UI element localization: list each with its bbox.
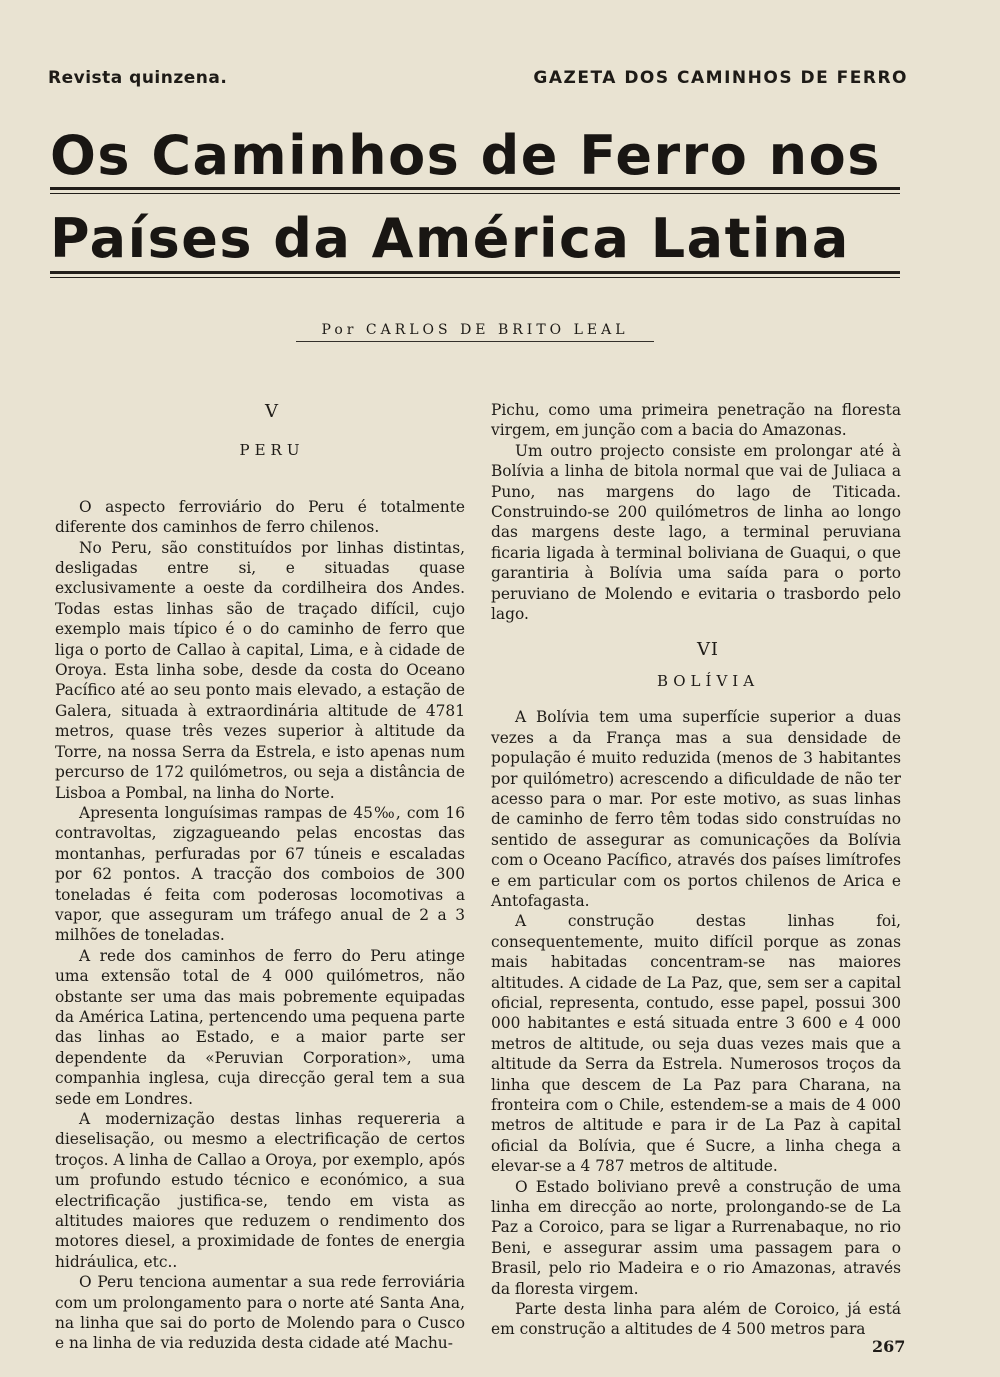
title-rule-thick <box>50 187 900 190</box>
title-rule-thin <box>50 193 900 194</box>
text-column-left <box>55 400 465 1354</box>
section-title: BOLÍVIA <box>656 671 760 690</box>
header-publication-name: GAZETA DOS CAMINHOS DE FERRO <box>533 68 908 88</box>
title-rule-thick <box>50 271 900 274</box>
paragraph: O Estado boliviano prevê a construção de uma linha em direcção ao norte, prolongando-se de La Paz a Coroico, para se ligar a Rurrenabaque, no rio Beni, e assegurar assim uma passagem para o Brasil, pelo rio Madeira e o rio Amazonas, através da floresta virgem. <box>491 1177 901 1298</box>
running-header <box>48 62 908 88</box>
article-title-line-2: Países da América Latina <box>50 207 850 270</box>
author-byline: Por CARLOS DE BRITO LEAL <box>296 322 654 342</box>
paragraph: A rede dos caminhos de ferro do Peru atinge uma extensão total de 4 000 quilómetros, não obstante ser uma das mais pobremente equipadas da América Latina, pertencendo uma pequena parte das linhas ao Estado, e a maior parte ser dependente da «Peruvian Corporation», uma companhia inglesa, cuja direcção geral tem a sua sede em Londres. <box>55 946 465 1108</box>
paragraph: O aspecto ferroviário do Peru é totalmente diferente dos caminhos de ferro chilenos. <box>55 497 465 537</box>
paragraph: A modernização destas linhas requereria a dieselisação, ou mesmo a electrificação de certos troços. A linha de Callao a Oroya, por exemplo, após um profundo estudo técnico e económico, a sua electrificação justifica-se, tendo em vista as altitudes maiores que reduzem o rendimento dos motores diesel, a proximidade de fontes de energia hidráulica, etc.. <box>55 1110 465 1271</box>
paragraph: Parte desta linha para além de Coroico, já está em construção a altitudes de 4 500 metros para <box>491 1300 901 1339</box>
page-number: 267 <box>872 1337 906 1356</box>
text-column-right <box>491 400 901 1340</box>
paragraph: No Peru, são constituídos por linhas distintas, desligadas entre si, e situadas quase exclusivamente a oeste da cordilheira dos Andes. Todas estas linhas são de traçado difícil, cujo exemplo mais típico é o do caminho de ferro que liga o porto de Callao à capital, Lima, e à cidade de Oroya. Esta linha sobe, desde da costa do Oceano Pacífico até ao seu ponto mais elevado, a estação de Galera, situada à extraordinária altitude de 4781 metros, quase três vezes superior à altitude da Torre, na nossa Serra da Estrela, e isto apenas num percurso de 172 quilómetros, ou seja a distância de Lisboa a Pombal, na linha do Norte. <box>55 538 465 802</box>
section-number: VI <box>696 639 720 661</box>
section-title: PERU <box>239 441 305 460</box>
header-subtitle: Revista quinzena. <box>48 68 228 88</box>
article-title-line-1: Os Caminhos de Ferro nos <box>50 124 881 187</box>
paragraph: O Peru tenciona aumentar a sua rede ferroviária com um prolongamento para o norte até Santa Ana, na linha que sai do porto de Molendo para o Cusco e na linha de via reduzida desta cidade até Machu- <box>55 1273 465 1353</box>
section-number: V <box>265 401 279 422</box>
paragraph: A construção destas linhas foi, consequentemente, muito difícil porque as zonas mais habitadas concentram-se nas maiores altitudes. A cidade de La Paz, que, sem ser a capital oficial, representa, contudo, esse papel, possui 300 000 habitantes e está situada entre 3 600 e 4 000 metros de altitude, ou seja duas vezes mais que a altitude da Serra da Estrela. Numerosos troços da linha que descem de La Paz para Charana, na fronteira com o Chile, estendem-se a mais de 4 000 metros de altitude e para ir de La Paz à capital oficial da Bolívia, que é Sucre, a linha chega a elevar-se a 4 787 metros de altitude. <box>491 912 901 1176</box>
paragraph: Um outro projecto consiste em prolongar até à Bolívia a linha de bitola normal que vai de Juliaca a Puno, nas margens do lago de Titicada. Construindo-se 200 quilómetros de linha ao longo das margens deste lago, a terminal peruviana ficaria ligada à terminal boliviana de Guaqui, o que garantiria à Bolívia uma saída para o porto peruviano de Molendo e evitaria o trasbordo pelo lago. <box>491 441 901 624</box>
paragraph: Apresenta longuísimas rampas de 45‰, com 16 contravoltas, zigzagueando pelas encostas das montanhas, perfuradas por 67 túneis e escaladas por 62 pontos. A tracção dos comboios de 300 toneladas é feita com poderosas locomotivas a vapor, que asseguram um tráfego anual de 2 a 3 milhões de toneladas. <box>55 803 465 945</box>
paragraph: A Bolívia tem uma superfície superior a duas vezes a da França mas a sua densidade de população é muito reduzida (menos de 3 habitantes por quilómetro) acrescendo a dificuldade de não ter acesso para o mar. Por este motivo, as suas linhas de caminho de ferro têm todas sido construídas no sentido de assegurar as comunicações da Bolívia com o Oceano Pacífico, através dos países limítrofes e em particular com os portos chilenos de Arica e Antofagasta. <box>491 708 901 910</box>
title-rule-thin <box>50 277 900 278</box>
paragraph-continuation: Pichu, como uma primeira penetração na floresta virgem, em junção com a bacia do Amazonas. <box>491 401 901 440</box>
